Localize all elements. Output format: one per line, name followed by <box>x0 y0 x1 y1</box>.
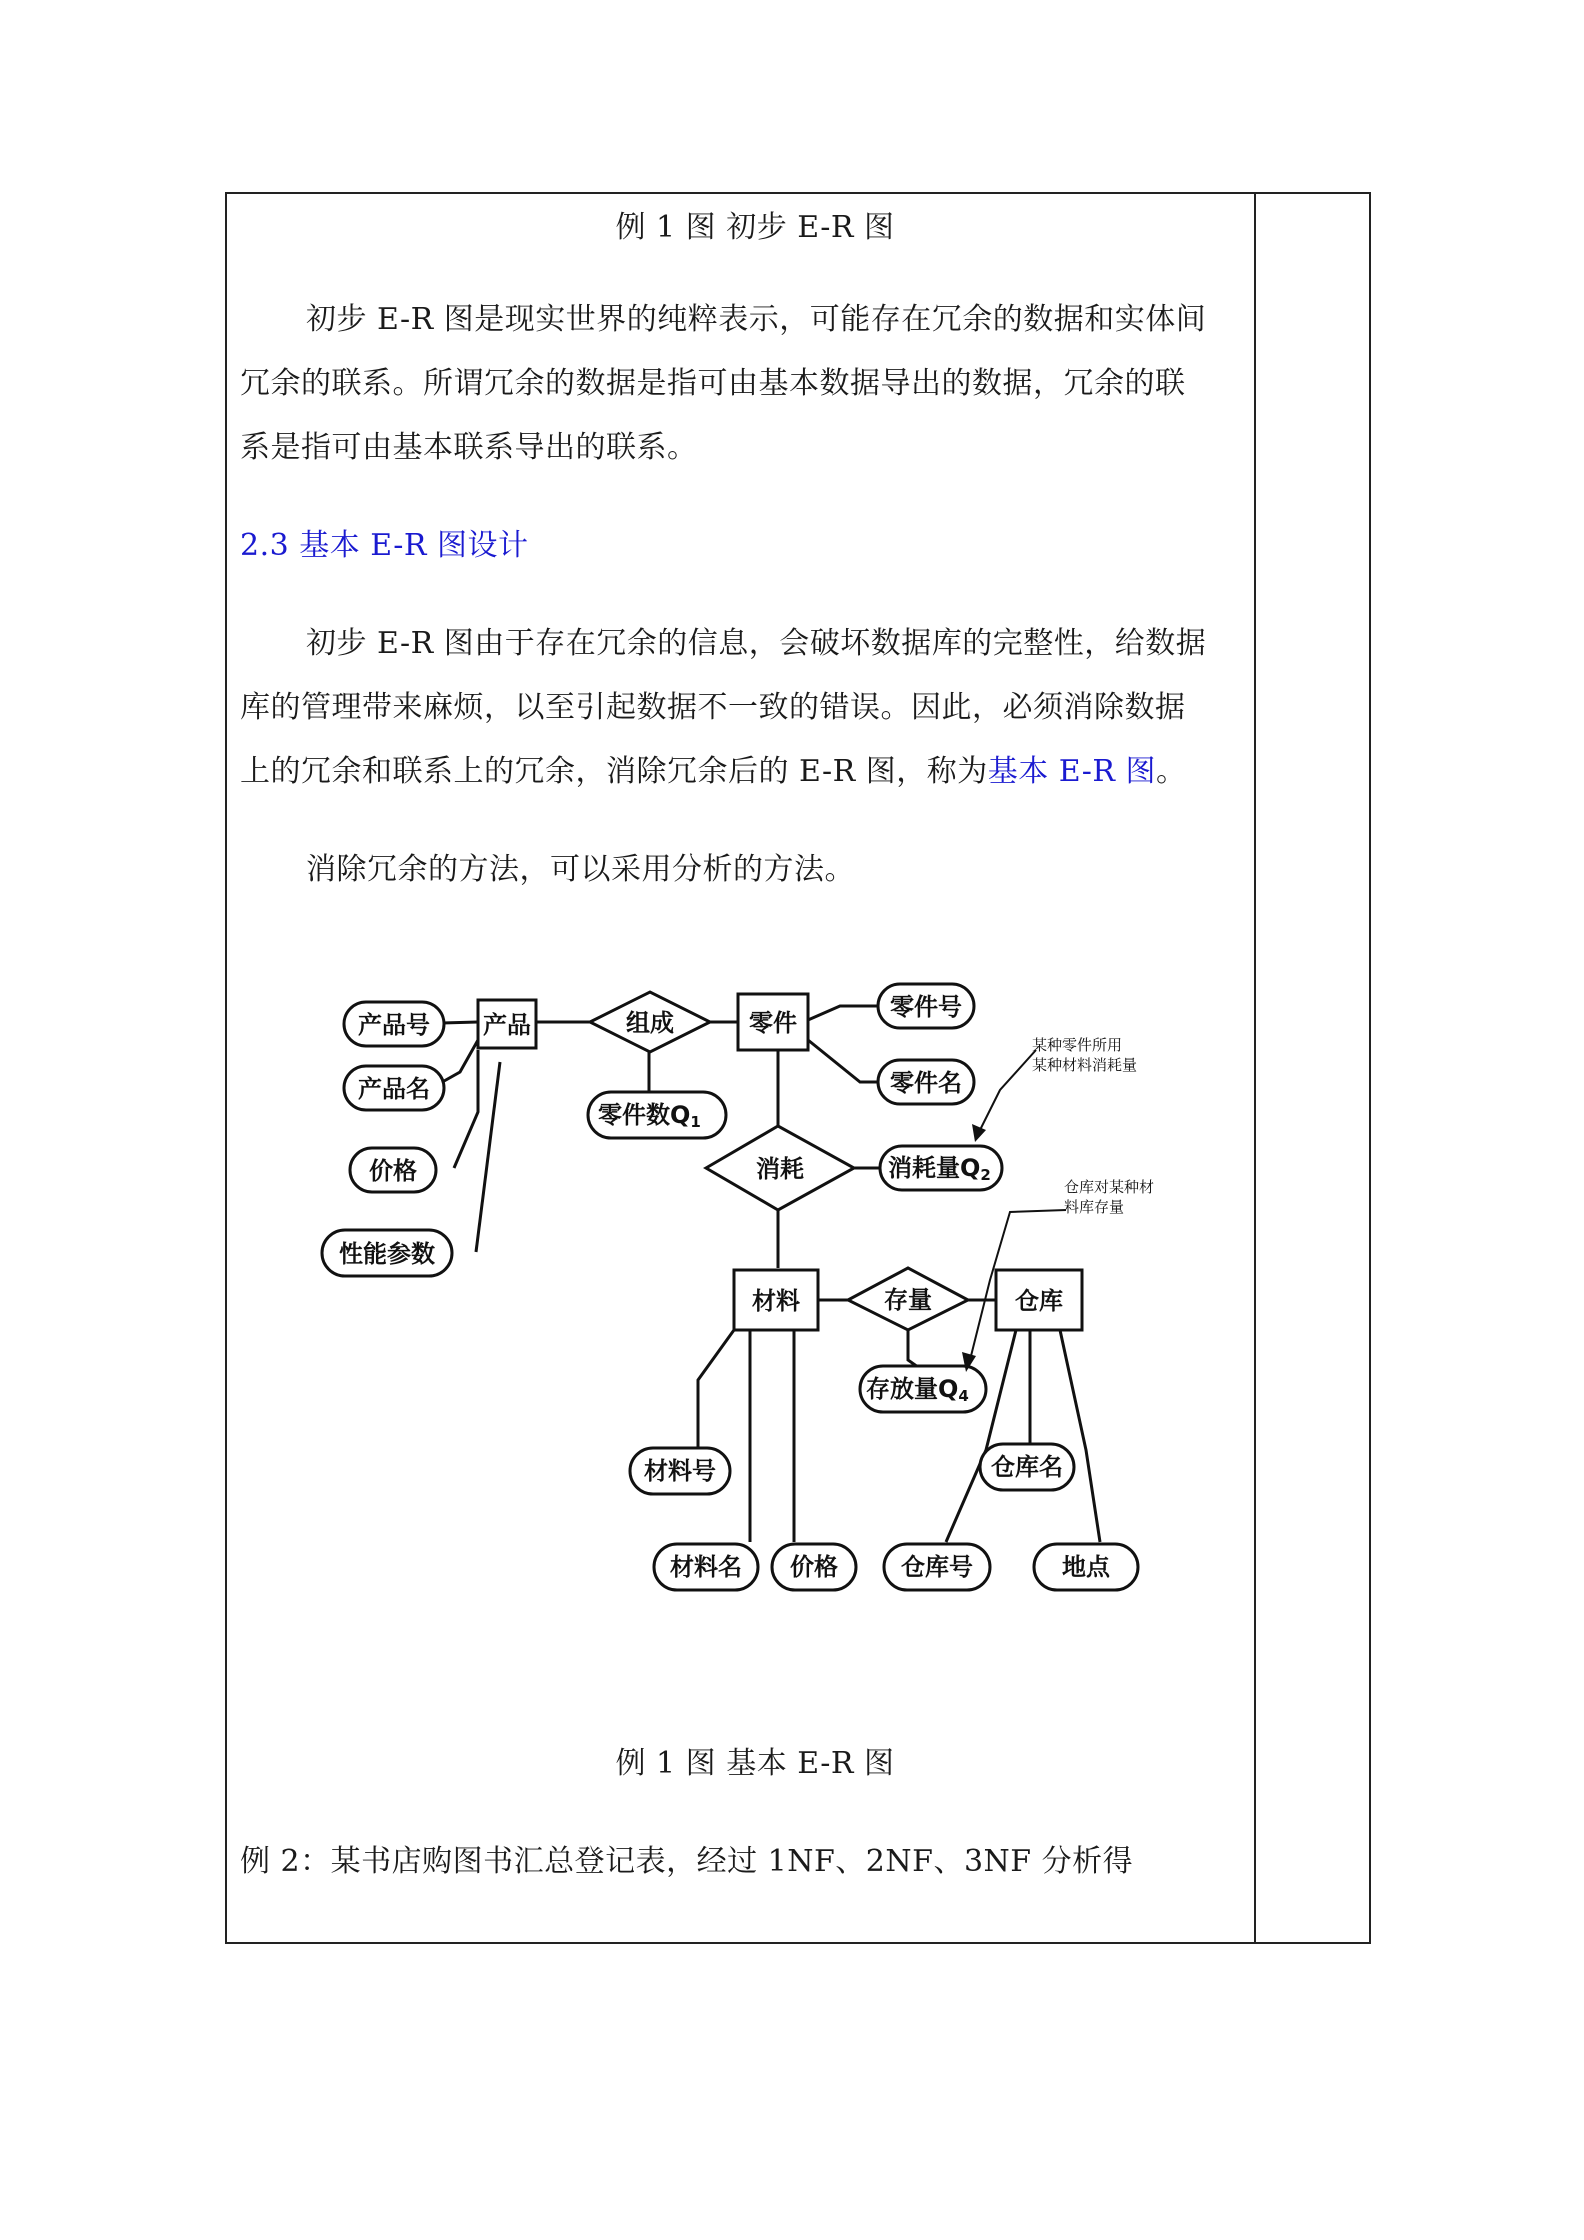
annotation-note: 仓库对某种材 <box>1064 1178 1155 1196</box>
attribute-label: 仓库号 <box>901 1553 973 1581</box>
attribute-label: 零件号 <box>890 993 962 1021</box>
relationship-label: 组成 <box>626 1009 674 1037</box>
annotation-note: 某种材料消耗量 <box>1032 1056 1138 1074</box>
attribute-label: 材料号 <box>644 1457 716 1485</box>
paragraph-line: 初步 E-R 图是现实世界的纯粹表示，可能存在冗余的数据和实体间 <box>306 302 1207 337</box>
paragraph-line: 库的管理带来麻烦，以至引起数据不一致的错误。因此，必须消除数据 <box>240 690 1186 725</box>
attribute-label: 零件名 <box>890 1069 962 1097</box>
paragraph-text: 。 <box>1156 754 1187 789</box>
relationship-label: 存量 <box>884 1286 932 1314</box>
paragraph-line: 系是指可由基本联系导出的联系。 <box>240 430 698 465</box>
attribute-label: 仓库名 <box>991 1453 1063 1481</box>
annotation-note: 料库存量 <box>1064 1198 1125 1216</box>
attribute-label: 产品号 <box>358 1011 430 1039</box>
paragraph-line: 初步 E-R 图由于存在冗余的信息，会破坏数据库的完整性，给数据 <box>306 626 1207 661</box>
attribute-label: 性能参数 <box>339 1240 435 1268</box>
figure-caption-basic: 例 1 图 基本 E-R 图 <box>615 1746 895 1781</box>
attribute-label: 零件数$Q_1$ <box>598 1101 701 1131</box>
entity-label: 仓库 <box>1015 1287 1063 1315</box>
attribute-label: 消耗量$Q_2$ <box>888 1154 991 1184</box>
attribute-label: 价格 <box>790 1553 838 1581</box>
attribute-label: 地点 <box>1062 1553 1110 1581</box>
attribute-label: 材料名 <box>670 1553 742 1581</box>
entity-label: 产品 <box>483 1011 531 1039</box>
annotation-note: 某种零件所用 <box>1032 1036 1123 1054</box>
attribute-label: 存放量$Q_4$ <box>866 1375 969 1405</box>
attribute-label: 价格 <box>369 1157 417 1185</box>
example-2-text: 例 2：某书店购图书汇总登记表，经过 1NF、2NF、3NF 分析得 <box>240 1844 1134 1879</box>
basic-er-link[interactable]: 基本 E-R 图 <box>987 754 1157 789</box>
paragraph-line: 冗余的联系。所谓冗余的数据是指可由基本数据导出的数据，冗余的联 <box>240 366 1186 401</box>
paragraph-text: 上的冗余和联系上的冗余，消除冗余后的 E-R 图，称为 <box>240 754 988 789</box>
section-heading: 2.3 基本 E-R 图设计 <box>240 528 529 563</box>
paragraph-line: 消除冗余的方法，可以采用分析的方法。 <box>306 852 855 887</box>
entity-label: 材料 <box>752 1287 800 1315</box>
attribute-label: 产品名 <box>358 1075 430 1103</box>
entity-label: 零件 <box>749 1009 797 1037</box>
relationship-label: 消耗 <box>756 1155 804 1183</box>
figure-caption-initial: 例 1 图 初步 E-R 图 <box>615 210 895 245</box>
